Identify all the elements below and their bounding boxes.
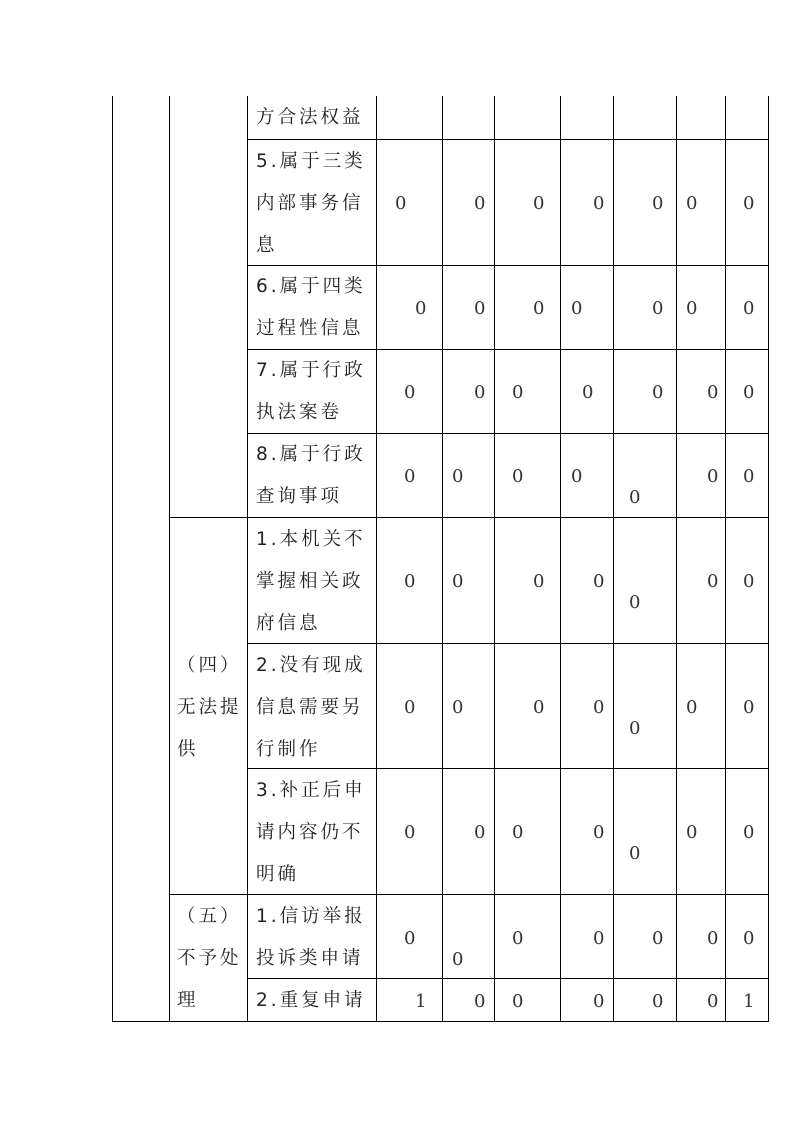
cell-value: 0: [652, 298, 664, 319]
group-label-four-line: 无法提: [177, 697, 242, 718]
cell-value: 0: [593, 822, 605, 843]
cell-value: 0: [743, 193, 755, 214]
cell-value: 0: [415, 298, 427, 319]
cell-value: 0: [593, 697, 605, 718]
cell-value: 0: [743, 697, 755, 718]
row-label-line: 5.属于三类: [256, 151, 366, 172]
row-label-line: 3.补正后申: [256, 780, 366, 801]
cell-value: 0: [743, 382, 755, 403]
column-divider: [494, 96, 495, 1022]
cell-value: 0: [533, 193, 545, 214]
group-label-four-line: 供: [177, 739, 199, 760]
row-label-line: 投诉类申请: [256, 948, 364, 969]
row-label-line: 明确: [256, 864, 300, 885]
column-divider: [676, 96, 677, 1022]
cell-value: 0: [582, 382, 594, 403]
cell-value: 0: [593, 928, 605, 949]
cell-value: 0: [533, 571, 545, 592]
column-divider: [247, 96, 248, 1022]
cell-value: 0: [512, 822, 524, 843]
row-label-line: 过程性信息: [256, 318, 364, 339]
cell-value: 0: [404, 697, 416, 718]
cell-value: 0: [743, 298, 755, 319]
cell-value: 0: [743, 928, 755, 949]
cell-value: 0: [686, 822, 698, 843]
cell-value: 0: [571, 298, 583, 319]
column-divider: [376, 96, 377, 1022]
cell-value: 0: [512, 466, 524, 487]
cell-value: 0: [686, 697, 698, 718]
cell-value: 0: [707, 991, 719, 1012]
row-label-line: 1.信访举报: [256, 906, 366, 927]
cell-value: 0: [743, 571, 755, 592]
cell-value: 0: [652, 928, 664, 949]
cell-value: 0: [652, 382, 664, 403]
row-label-line: 6.属于四类: [256, 276, 366, 297]
row-label-line: 7.属于行政: [256, 360, 366, 381]
column-divider: [169, 96, 170, 1022]
row-label-line: 信息需要另: [256, 697, 364, 718]
cell-value: 0: [707, 928, 719, 949]
cell-value: 0: [593, 571, 605, 592]
cell-value: 0: [404, 571, 416, 592]
group-label-five-line: （五）: [177, 906, 242, 927]
row-label-line: 1.本机关不: [256, 529, 366, 550]
group-label-five-line: 不予处: [177, 948, 242, 969]
cell-value: 0: [571, 466, 583, 487]
cell-value: 0: [474, 822, 486, 843]
cell-value: 0: [652, 193, 664, 214]
cell-value: 0: [629, 487, 641, 508]
cell-value: 0: [707, 382, 719, 403]
cell-value: 0: [452, 697, 464, 718]
cell-value: 0: [533, 697, 545, 718]
cell-value: 0: [474, 193, 486, 214]
cell-value: 0: [474, 298, 486, 319]
row-divider: [247, 643, 769, 644]
cell-value: 1: [415, 991, 427, 1012]
cell-value: 0: [452, 466, 464, 487]
cell-value: 0: [404, 466, 416, 487]
row-label-line: 息: [256, 235, 278, 256]
cell-value: 0: [512, 928, 524, 949]
row-label-line: 掌握相关政: [256, 571, 364, 592]
row-label-line: 府信息: [256, 613, 321, 634]
row-label-line: 行制作: [256, 739, 321, 760]
cell-value: 1: [743, 991, 755, 1012]
cell-value: 0: [404, 928, 416, 949]
cell-value: 0: [452, 949, 464, 970]
row-label-line: 2.没有现成: [256, 655, 366, 676]
cell-value: 0: [686, 298, 698, 319]
row-label-line: 方合法权益: [256, 107, 364, 128]
cell-value: 0: [629, 718, 641, 739]
cell-value: 0: [593, 991, 605, 1012]
cell-value: 0: [629, 592, 641, 613]
column-divider: [613, 96, 614, 1022]
cell-value: 0: [652, 991, 664, 1012]
row-label-line: 执法案卷: [256, 402, 343, 423]
cell-value: 0: [743, 822, 755, 843]
cell-value: 0: [452, 571, 464, 592]
cell-value: 0: [593, 193, 605, 214]
cell-value: 0: [474, 382, 486, 403]
column-divider: [725, 96, 726, 1022]
table-border-right: [768, 96, 769, 1022]
cell-value: 0: [512, 991, 524, 1012]
cell-value: 0: [404, 382, 416, 403]
row-divider: [247, 139, 769, 140]
row-divider: [247, 768, 769, 769]
column-divider: [560, 96, 561, 1022]
cell-value: 0: [686, 193, 698, 214]
row-label-line: 查询事项: [256, 486, 343, 507]
row-label-line: 内部事务信: [256, 193, 364, 214]
cell-value: 0: [743, 466, 755, 487]
cell-value: 0: [707, 571, 719, 592]
row-label-line: 8.属于行政: [256, 444, 366, 465]
cell-value: 0: [395, 193, 407, 214]
row-label-line: 2.重复申请: [256, 990, 366, 1011]
cell-value: 0: [474, 991, 486, 1012]
group-label-five-line: 理: [177, 990, 199, 1011]
group-label-four-line: （四）: [177, 655, 242, 676]
cell-value: 0: [533, 298, 545, 319]
table-border-bottom: [112, 1021, 769, 1022]
cell-value: 0: [629, 843, 641, 864]
column-divider: [442, 96, 443, 1022]
row-label-line: 请内容仍不: [256, 822, 364, 843]
table-border-left: [112, 96, 113, 1022]
cell-value: 0: [404, 822, 416, 843]
cell-value: 0: [512, 382, 524, 403]
cell-value: 0: [707, 466, 719, 487]
